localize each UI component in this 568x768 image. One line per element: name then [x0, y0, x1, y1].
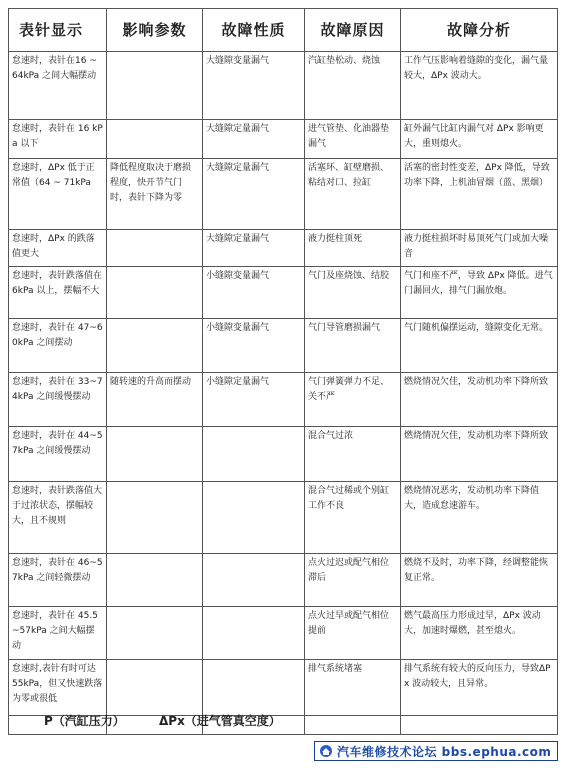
cell-fault-analysis: 液力挺柱损坏时易顶死气门或加大噪音	[401, 230, 558, 267]
cell-fault-cause: 点火过早或配气相位提前	[305, 607, 401, 660]
watermark-text: 汽车维修技术论坛 bbs.ephua.com	[337, 744, 552, 759]
table-row	[9, 230, 558, 267]
cell-fault-nature	[203, 427, 305, 482]
table-row	[9, 319, 558, 373]
cell-influence-params: 随转速的升高而摆动	[107, 373, 203, 427]
cell-fault-analysis: 活塞的密封性变差，ΔPx 降低，导致功率下降，上机油冒烟（蓝、黑烟）	[401, 159, 558, 230]
cell-needle-display: 怠速时,表针有时可达 55kPa，但又快速跌落为零或很低	[9, 660, 107, 716]
cell-fault-nature: 小缝隙变量漏气	[203, 319, 305, 373]
cell-fault-nature: 大缝隙定量漏气	[203, 159, 305, 230]
table-row	[9, 120, 558, 159]
header-needle-display: 表针显示	[9, 9, 107, 52]
cell-fault-cause: 气门及座烧蚀、结胶	[305, 267, 401, 319]
cell-needle-display: 怠速时，ΔPx 低于正常值（64 ~ 71kPa	[9, 159, 107, 230]
cell-fault-cause: 点火过迟或配气相位滞后	[305, 554, 401, 607]
cell-fault-cause: 混合气过稀或个别缸工作不良	[305, 482, 401, 554]
cell-needle-display: 怠速时，表针在 47~60kPa 之间摆动	[9, 319, 107, 373]
cell-fault-analysis: 工作气压影响着缝隙的变化，漏气量较大，ΔPx 波动大。	[401, 52, 558, 120]
table-row	[9, 482, 558, 554]
table-row	[9, 660, 558, 716]
cell-fault-nature: 小缝隙定量漏气	[203, 373, 305, 427]
cell-fault-analysis: 燃气最高压力形成过早，ΔPx 波动大，加速时爆燃，甚至熄火。	[401, 607, 558, 660]
cell-needle-display: 怠速时，表针在16 ~ 64kPa 之间大幅摆动	[9, 52, 107, 120]
table-row	[9, 267, 558, 319]
cell-fault-nature: 大缝隙定量漏气	[203, 120, 305, 159]
table-row	[9, 427, 558, 482]
cell-influence-params	[107, 230, 203, 267]
symbol-legend	[44, 712, 311, 729]
empty-cell	[401, 716, 558, 735]
cell-needle-display: 怠速时，表针在 44~57kPa 之间缓慢摆动	[9, 427, 107, 482]
cell-needle-display: 怠速时，表针在 46~57kPa 之间轻微摆动	[9, 554, 107, 607]
header-influence-params: 影响参数	[107, 9, 203, 52]
cell-fault-cause: 汽缸垫松动、烧蚀	[305, 52, 401, 120]
cell-fault-analysis: 燃烧情况欠佳，发动机功率下降所致	[401, 373, 558, 427]
cell-fault-nature	[203, 607, 305, 660]
table-header-row	[9, 9, 558, 52]
cell-needle-display: 怠速时，表针在 45.5~57kPa 之间大幅摆动	[9, 607, 107, 660]
cell-fault-cause: 气门导管磨损漏气	[305, 319, 401, 373]
cell-influence-params	[107, 607, 203, 660]
cell-needle-display: 怠速时，表针在 33~74kPa 之间缓慢摆动	[9, 373, 107, 427]
cell-fault-cause: 混合气过浓	[305, 427, 401, 482]
cell-fault-cause: 排气系统堵塞	[305, 660, 401, 716]
cell-influence-params	[107, 482, 203, 554]
cell-fault-analysis: 缸外漏气比缸内漏气对 ΔPx 影响更大，重则熄火。	[401, 120, 558, 159]
header-fault-nature: 故障性质	[203, 9, 305, 52]
table-row	[9, 159, 558, 230]
cell-fault-analysis: 燃烧情况恶劣，发动机功率下降值大，造成怠速游车。	[401, 482, 558, 554]
cell-influence-params	[107, 427, 203, 482]
cell-needle-display: 怠速时，表针跌落值大于过浓状态，摆幅较大，且不规则	[9, 482, 107, 554]
empty-cell	[305, 716, 401, 735]
header-fault-analysis: 故障分析	[401, 9, 558, 52]
cell-fault-nature: 大缝隙定量漏气	[203, 230, 305, 267]
cell-fault-nature: 小缝隙变量漏气	[203, 267, 305, 319]
cell-influence-params	[107, 554, 203, 607]
cell-influence-params	[107, 660, 203, 716]
cell-influence-params	[107, 120, 203, 159]
cell-fault-analysis: 燃烧情况欠佳，发动机功率下降所致	[401, 427, 558, 482]
cell-fault-analysis: 燃烧不及时，功率下降，经调整能恢复正常。	[401, 554, 558, 607]
forum-logo-icon	[319, 744, 333, 758]
cell-influence-params	[107, 267, 203, 319]
legend-cylinder-pressure: P（汽缸压力）	[44, 714, 125, 728]
cell-fault-nature: 大缝隙变量漏气	[203, 52, 305, 120]
cell-fault-cause: 进气管垫、化油器垫漏气	[305, 120, 401, 159]
table-row	[9, 554, 558, 607]
cell-fault-nature	[203, 482, 305, 554]
table-row	[9, 373, 558, 427]
cell-fault-nature	[203, 554, 305, 607]
cell-fault-analysis: 气门随机偏摆运动，缝隙变化无常。	[401, 319, 558, 373]
cell-needle-display: 怠速时，表针跌落值在 6kPa 以上，摆幅不大	[9, 267, 107, 319]
fault-diagnosis-table	[8, 8, 558, 735]
cell-needle-display: 怠速时，表针在 16 kPa 以下	[9, 120, 107, 159]
cell-influence-params	[107, 319, 203, 373]
forum-watermark	[314, 741, 558, 761]
fault-table-sheet	[8, 8, 557, 735]
cell-influence-params	[107, 52, 203, 120]
header-fault-cause: 故障原因	[305, 9, 401, 52]
table-row	[9, 52, 558, 120]
table-row	[9, 607, 558, 660]
cell-fault-nature	[203, 660, 305, 716]
cell-fault-analysis: 排气系统有较大的反向压力，导致ΔPx 波动较大，且异常。	[401, 660, 558, 716]
cell-influence-params: 降低程度取决于磨损程度，快开节气门时，表针下降为零	[107, 159, 203, 230]
cell-fault-analysis: 气门和座不严，导致 ΔPx 降低。进气门漏回火，排气门漏放炮。	[401, 267, 558, 319]
cell-fault-cause: 气门弹簧弹力不足、关不严	[305, 373, 401, 427]
cell-fault-cause: 液力挺柱顶死	[305, 230, 401, 267]
legend-intake-vacuum: ΔPx（进气管真空度）	[158, 714, 281, 728]
cell-needle-display: 怠速时，ΔPx 的跌落值更大	[9, 230, 107, 267]
cell-fault-cause: 活塞环、缸壁磨损、粘结对口、拉缸	[305, 159, 401, 230]
